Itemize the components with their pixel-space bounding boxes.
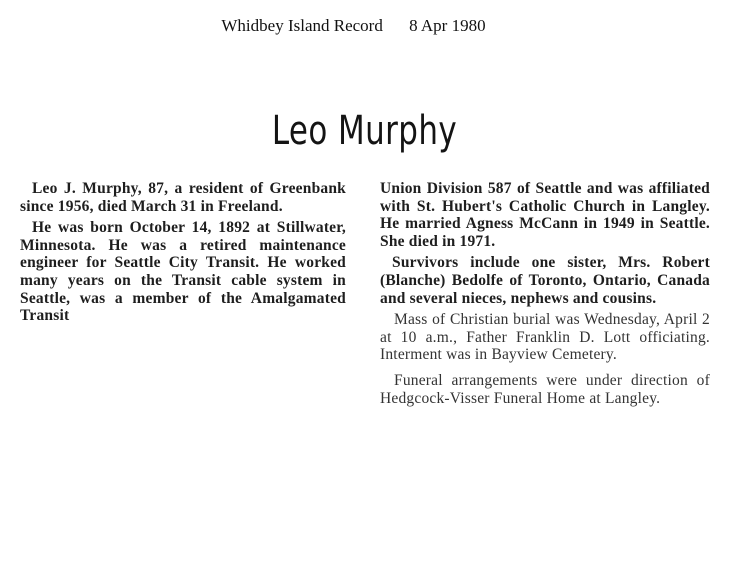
paragraph-intro: Leo J. Murphy, 87, a resident of Greenbank since 1956, died March 31 in Freeland.	[20, 180, 346, 215]
paragraph-biography-continued: Union Division 587 of Seattle and was affiliated with St. Hubert's Catholic Church in Langley. He married Agness McCann in 1949 in Seattle. She died in 1971.	[380, 180, 710, 250]
obituary-headline: Leo Murphy	[271, 108, 458, 154]
left-column	[20, 180, 346, 329]
publication-date: 8 Apr 1980	[409, 16, 486, 35]
source-line	[0, 16, 729, 36]
paragraph-survivors: Survivors include one sister, Mrs. Robert (Blanche) Bedolfe of Toronto, Ontario, Canada and several nieces, nephews and cousins.	[380, 254, 710, 307]
right-column	[380, 180, 710, 415]
paragraph-mass: Mass of Christian burial was Wednesday, April 2 at 10 a.m., Father Franklin D. Lott officiating. Interment was in Bayview Cemetery.	[380, 311, 710, 364]
paragraph-funeral-arrangements: Funeral arrangements were under direction of Hedgcock-Visser Funeral Home at Langley.	[380, 371, 710, 407]
paragraph-biography: He was born October 14, 1892 at Stillwater, Minnesota. He was a retired maintenance engineer for Seattle City Transit. He worked many years on the Transit cable system in Seattle, was a member of the Amalgamated Transit	[20, 219, 346, 325]
publication-name: Whidbey Island Record	[221, 16, 383, 35]
